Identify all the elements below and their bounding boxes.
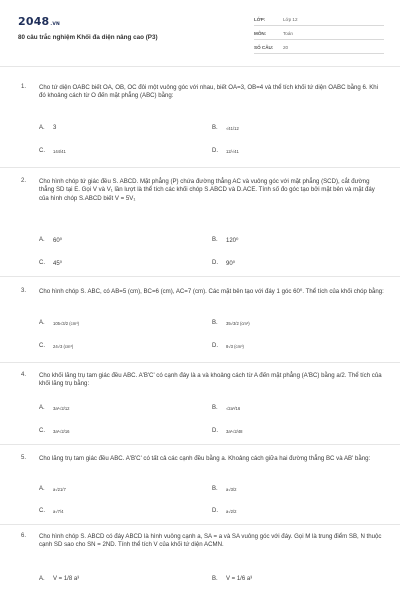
option-value: 105√3/2 (cm³) (53, 321, 80, 326)
question-text: Cho hình chóp tứ giác đều S. ABCD. Mặt phẳng (P) chứa đường thẳng AC và vuông góc với mặt phẳng (SCD), cắt đường thẳng SD tại E. Gọi V và V₁ lần lượt là thể tích các khối chóp S.ABCD và D.ACE. Tính số đo góc tạo bởi mặt bên và mặt đáy của hình chóp S.ABCD biết V = 5V₁ (39, 178, 375, 202)
option-value: 3a³√2/48 (226, 429, 243, 434)
meta-subject (254, 28, 384, 40)
meta-label: LỚP: (254, 17, 266, 22)
divider (0, 167, 400, 168)
option-label: A. (39, 576, 45, 582)
option-value: 60⁰ (53, 238, 63, 244)
divider (0, 524, 400, 525)
option-value: 144/41 (53, 149, 66, 154)
question-number: 5. (21, 455, 27, 461)
question-number: 4. (21, 372, 27, 378)
option-label: A. (39, 486, 45, 492)
option-label: D. (212, 508, 218, 514)
option-value: 45⁰ (53, 261, 63, 267)
option-value: V = 1/8 a³ (53, 576, 80, 582)
meta-value: Lớp 12 (283, 17, 298, 22)
option-value: 8√3 (cm³) (226, 344, 244, 349)
question-text: Cho khối lăng trụ tam giác đều ABC. A'B'C' có cạnh đáy là a và khoảng cách từ A đến mặt phẳng (A'BC) bằng a/2. Thể tích của khối lăng trụ bằng: (39, 372, 382, 388)
question-number: 1. (21, 84, 27, 90)
divider (0, 66, 400, 67)
option-label: D. (212, 428, 218, 434)
option-label: C. (39, 428, 45, 434)
meta-question-count (254, 42, 384, 54)
option-label: A. (39, 320, 45, 326)
question-text: Cho lăng trụ tam giác đều ABC. A'B'C' có tất cả các cạnh đều bằng a. Khoảng cách giữa hai đường thẳng BC và AB' bằng: (39, 455, 371, 462)
option-value: 3a³√2/12 (53, 406, 70, 411)
divider (0, 362, 400, 363)
question-number: 6. (21, 533, 27, 539)
site-logo[interactable] (18, 15, 60, 28)
page-header (0, 0, 400, 58)
document-title: 80 câu trắc nghiệm Khối đa diện nâng cao (P3) (18, 34, 158, 41)
option-label: B. (212, 486, 218, 492)
option-label: C. (39, 508, 45, 514)
option-value: a√21/7 (53, 487, 66, 492)
option-value: 3a³√2/16 (53, 429, 70, 434)
meta-value: 20 (283, 45, 289, 50)
option-value: a√3/2 (226, 487, 237, 492)
logo-suffix: .VN (50, 22, 60, 27)
option-label: A. (39, 405, 45, 411)
option-value: 12/√41 (226, 149, 239, 154)
option-value: 24√3 (cm³) (53, 344, 74, 349)
divider (0, 444, 400, 445)
option-value: 3 (53, 125, 57, 131)
question-number: 3. (21, 288, 27, 294)
option-label: C. (39, 343, 45, 349)
option-label: C. (39, 260, 45, 266)
option-label: B. (212, 405, 218, 411)
option-value: √41/12 (226, 126, 239, 131)
option-label: C. (39, 148, 45, 154)
question-number: 2. (21, 178, 27, 184)
option-label: A. (39, 125, 45, 131)
option-value: 90⁰ (226, 261, 236, 267)
option-label: A. (39, 237, 45, 243)
question-text: Cho hình chóp S. ABC, có AB=5 (cm), BC=6 (cm), AC=7 (cm). Các mặt bên tạo với đáy 1 góc 60⁰. Thể tích của khối chóp bằng: (39, 288, 384, 295)
option-value: a√7/4 (53, 509, 64, 514)
option-value: 120⁰ (226, 238, 239, 244)
option-label: B. (212, 125, 218, 131)
option-label: D. (212, 343, 218, 349)
option-value: √2a³/16 (226, 406, 241, 411)
option-value: a√2/2 (226, 509, 237, 514)
option-value: 35√3/2 (cm³) (226, 321, 250, 326)
divider (0, 276, 400, 277)
meta-label: MÔN: (254, 31, 267, 36)
meta-label: SỐ CÂU: (254, 45, 274, 50)
option-label: B. (212, 237, 218, 243)
meta-class (254, 14, 384, 26)
option-value: V = 1/6 a³ (226, 576, 253, 582)
question-text: Cho hình chóp S. ABCD có đáy ABCD là hình vuông cạnh a, SA = a và SA vuông góc với đáy. Gọi M là trung điểm SB, N thuộc cạnh SD sao cho SN = 2ND. Tính thể tích V của khối tứ diện ACMN. (39, 533, 382, 549)
option-label: B. (212, 576, 218, 582)
option-label: D. (212, 148, 218, 154)
option-label: B. (212, 320, 218, 326)
question-text: Cho tứ diện OABC biết OA, OB, OC đôi một vuông góc với nhau, biết OA=3, OB=4 và thể tích khối tứ diện OABC bằng 6. Khi đó khoảng cách từ O đến mặt phẳng (ABC) bằng: (39, 84, 379, 100)
option-label: D. (212, 260, 218, 266)
meta-value: Toán (283, 31, 293, 36)
logo-text: 2048 (18, 15, 50, 28)
